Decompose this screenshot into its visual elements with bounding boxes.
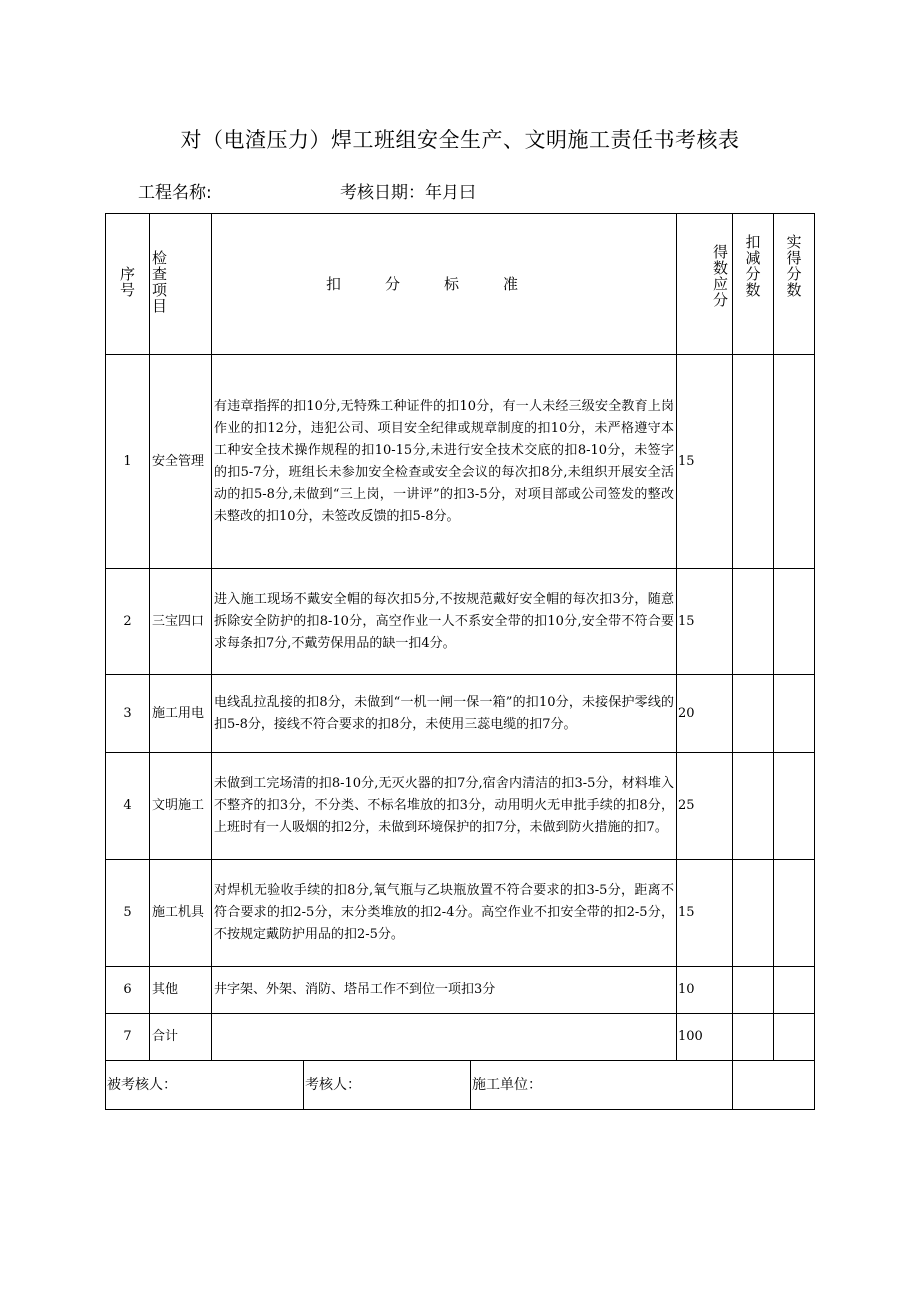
header-item <box>150 214 212 355</box>
row-full-score: 15 <box>677 355 733 569</box>
row-full-score: 25 <box>677 753 733 860</box>
row-number: 1 <box>106 355 150 569</box>
row-actual-cell[interactable] <box>774 569 815 675</box>
row-full-score: 20 <box>677 675 733 753</box>
row-standard: 有违章指挥的扣10分,无特殊工种证件的扣10分，有一人未经三级安全教育上岗作业的扣12分，违犯公司、项目安全纪律或规章制度的扣10分，未严格遵守本工种安全技术操作规程的扣10-15分,未进行安全技术交底的扣8-10分，未签字的扣5-7分，班组长未参加安全检查或安全会议的每次扣8分,未组织开展安全活动的扣5-8分,未做到“三上岗，一讲评”的扣3-5分，对项目部或公司签发的整改未整改的扣10分，未签改反馈的扣5-8分。 <box>212 355 677 569</box>
row-actual-cell[interactable] <box>774 967 815 1014</box>
examinee-label: 被考核人： <box>106 1061 304 1109</box>
header-standard: 扣分标准 <box>212 214 677 355</box>
row-standard: 未做到工完场清的扣8-10分,无灭火器的扣7分,宿舍内清洁的扣3-5分，材料堆入不整齐的扣3分，不分类、不标名堆放的扣3分，动用明火无申批手续的扣8分，上班时有一人吸烟的扣2分，未做到环境保护的扣7分，未做到防火措施的扣7。 <box>212 753 677 860</box>
row-standard <box>212 1014 677 1061</box>
footer-flex <box>106 1061 732 1109</box>
header-actual <box>774 214 815 355</box>
header-deducted <box>733 214 774 355</box>
table-row <box>106 569 815 675</box>
row-actual-cell[interactable] <box>774 753 815 860</box>
row-deducted-cell[interactable] <box>733 753 774 860</box>
examiner-label: 考核人： <box>304 1061 471 1109</box>
row-full-score: 15 <box>677 860 733 967</box>
row-standard: 对焊机无验收手续的扣8分,氧气瓶与乙块瓶放置不符合要求的扣3-5分，距离不符合要求的扣2-5分，末分类堆放的扣2-4分。高空作业不扣安全带的扣2-5分，不按规定戴防护用品的扣2-5分。 <box>212 860 677 967</box>
table-row <box>106 675 815 753</box>
row-actual-cell[interactable] <box>774 1014 815 1061</box>
table-row <box>106 355 815 569</box>
row-number: 5 <box>106 860 150 967</box>
header-seq <box>106 214 150 355</box>
row-deducted-cell[interactable] <box>733 675 774 753</box>
row-actual-cell[interactable] <box>774 675 815 753</box>
header-deducted-label: 扣减分数 <box>745 233 761 299</box>
header-actual-label: 实得分数 <box>786 233 802 299</box>
row-number: 3 <box>106 675 150 753</box>
row-actual-cell[interactable] <box>774 355 815 569</box>
assessment-date-label: 考核日期：年月曰 <box>340 183 476 203</box>
row-actual-cell[interactable] <box>774 860 815 967</box>
project-name-label: 工程名称: <box>138 183 212 203</box>
row-number: 6 <box>106 967 150 1014</box>
total-row <box>106 1014 815 1061</box>
table-row <box>106 860 815 967</box>
row-standard: 电线乱拉乱接的扣8分，未做到“一机一闸一保一箱”的扣10分，未接保护零线的扣5-8分，接线不符合要求的扣8分，未使用三蕊电缆的扣7分。 <box>212 675 677 753</box>
header-seq-label: 序号 <box>120 264 136 299</box>
row-full-score: 10 <box>677 967 733 1014</box>
row-full-score: 15 <box>677 569 733 675</box>
row-item: 三宝四口 <box>150 569 212 675</box>
row-item: 其他 <box>150 967 212 1014</box>
row-deducted-cell[interactable] <box>733 967 774 1014</box>
header-row <box>106 214 815 355</box>
row-item: 施工机具 <box>150 860 212 967</box>
row-item: 安全管理 <box>150 355 212 569</box>
footer-row <box>106 1061 815 1110</box>
footer-cell <box>106 1061 733 1110</box>
header-full-score <box>677 214 733 355</box>
header-full-score-label: 得数应分 <box>713 243 729 309</box>
header-item-label: 检查项目 <box>152 248 168 315</box>
footer-empty <box>733 1061 815 1110</box>
row-deducted-cell[interactable] <box>733 355 774 569</box>
row-standard: 进入施工现场不戴安全帽的每次扣5分,不按规范戴好安全帽的每次扣3分，随意拆除安全防护的扣8-10分，高空作业一人不系安全带的扣10分,安全带不符合要求每条扣7分,不戴劳保用品的缺一扣4分。 <box>212 569 677 675</box>
row-item: 合计 <box>150 1014 212 1061</box>
row-number: 7 <box>106 1014 150 1061</box>
row-deducted-cell[interactable] <box>733 1014 774 1061</box>
table-row <box>106 753 815 860</box>
row-number: 4 <box>106 753 150 860</box>
assessment-table <box>105 213 815 1110</box>
construction-unit-label: 施工单位： <box>472 1077 542 1093</box>
row-deducted-cell[interactable] <box>733 860 774 967</box>
row-item: 文明施工 <box>150 753 212 860</box>
row-item: 施工用电 <box>150 675 212 753</box>
row-deducted-cell[interactable] <box>733 569 774 675</box>
row-standard: 井字架、外架、消防、塔吊工作不到位一项扣3分 <box>212 967 677 1014</box>
row-full-score: 100 <box>677 1014 733 1061</box>
table-row <box>106 967 815 1014</box>
row-number: 2 <box>106 569 150 675</box>
page-title: 对（电渣压力）焊工班组安全生产、文明施工责任书考核表 <box>180 128 740 152</box>
